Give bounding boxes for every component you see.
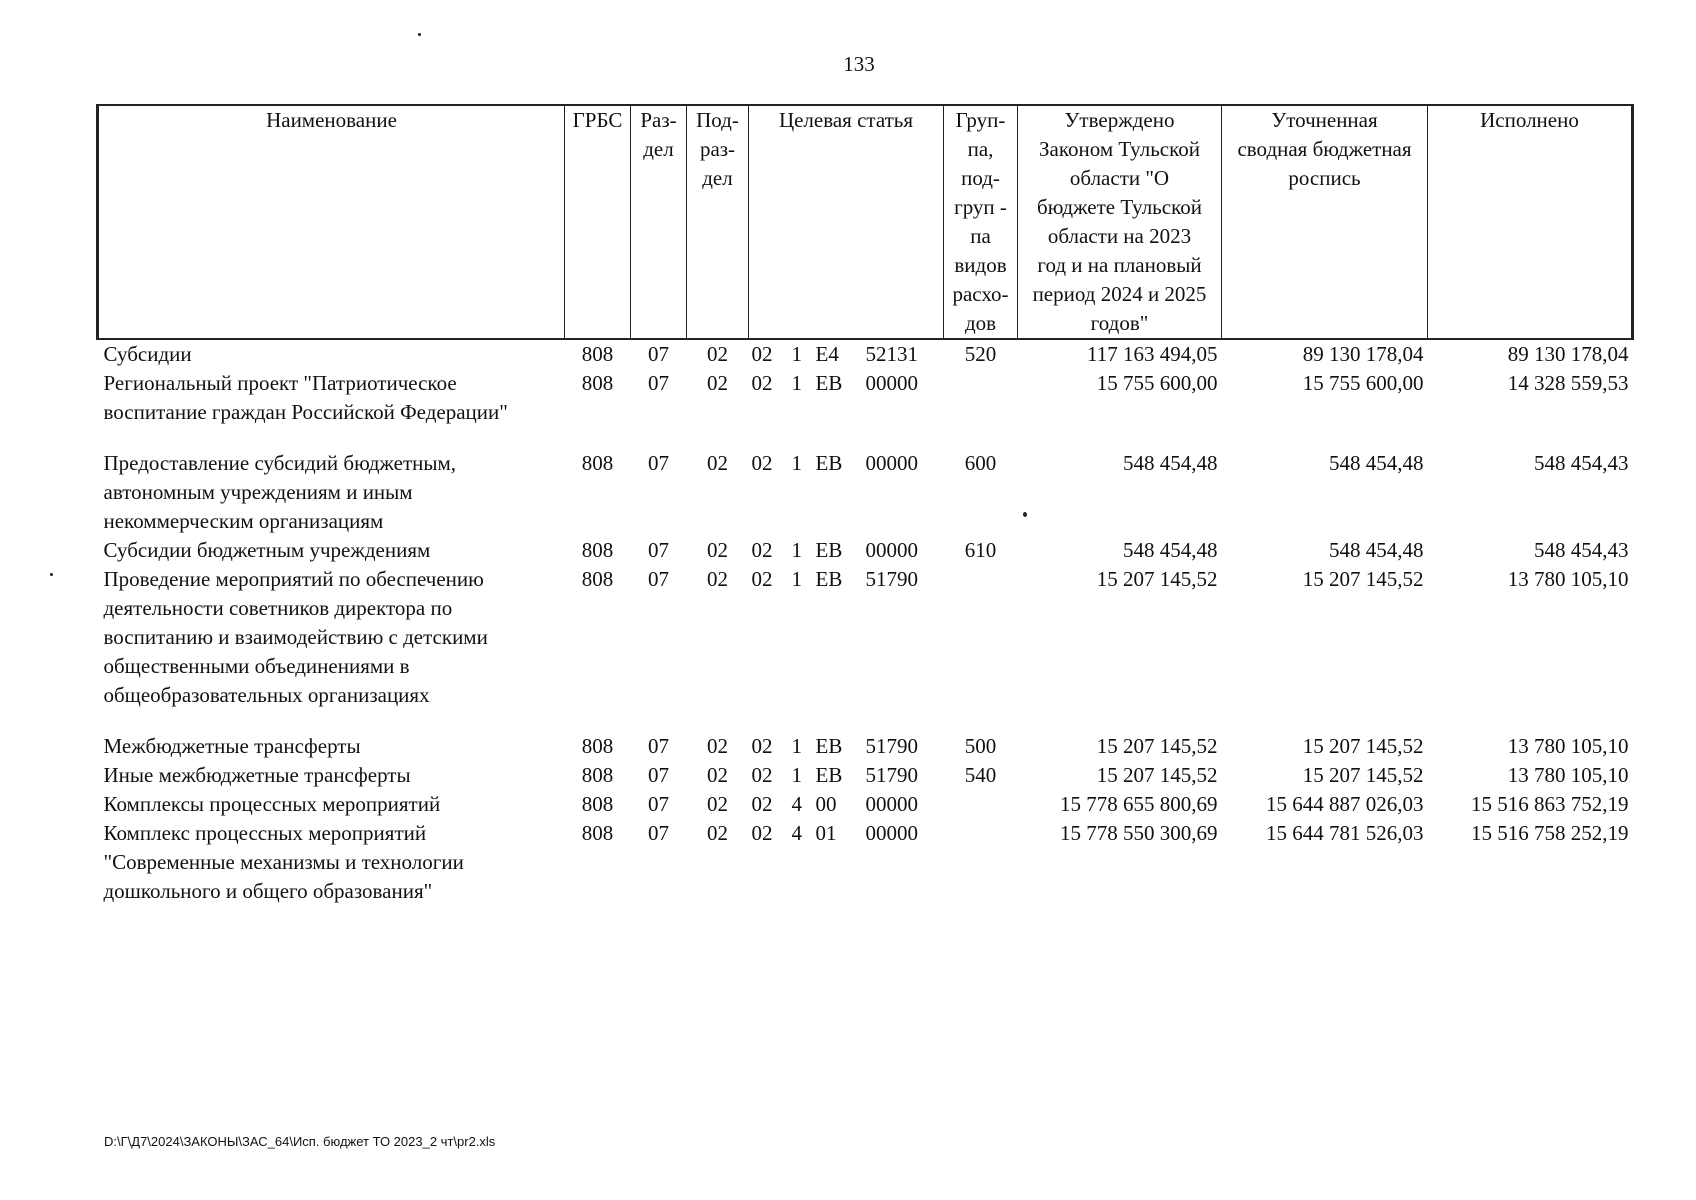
target-part: 02: [751, 342, 773, 366]
header-name: Наименование: [98, 105, 565, 339]
header-executed: Исполнено: [1428, 105, 1633, 339]
target-part: 1: [791, 451, 802, 475]
row-approved: 15 755 600,00: [1096, 371, 1218, 395]
target-part: 51790: [865, 567, 918, 591]
row-podrazdel: 02: [707, 734, 728, 758]
target-part: 4: [791, 821, 802, 845]
row-executed: 13 780 105,10: [1507, 763, 1629, 787]
header-grbs: ГРБС: [565, 105, 631, 339]
table-row: [98, 369, 1633, 427]
table-row: [98, 339, 1633, 369]
row-razdel: 07: [648, 821, 669, 845]
target-part: 02: [751, 763, 773, 787]
row-refined: 15 755 600,00: [1302, 371, 1424, 395]
target-part: 1: [791, 371, 802, 395]
row-podrazdel: 02: [707, 792, 728, 816]
row-group: 610: [964, 538, 997, 562]
target-part: 52131: [865, 342, 918, 366]
target-part: EB: [815, 567, 843, 591]
scan-speck: [418, 33, 421, 36]
target-part: EB: [815, 371, 843, 395]
row-name: Иные межбюджетные трансферты: [103, 763, 411, 787]
header-refined: Уточненная сводная бюджетная роспись: [1222, 105, 1428, 339]
row-executed: 548 454,43: [1534, 451, 1629, 475]
row-refined: 15 644 887 026,03: [1266, 792, 1424, 816]
row-refined: 548 454,48: [1329, 451, 1424, 475]
row-grbs: 808: [581, 371, 614, 395]
table-row: [98, 761, 1633, 790]
spacer-row: [98, 427, 1633, 449]
row-approved: 548 454,48: [1123, 451, 1218, 475]
target-part: 51790: [865, 734, 918, 758]
target-part: 00: [815, 792, 837, 816]
row-group: 600: [964, 451, 997, 475]
row-target-article: [749, 565, 944, 710]
budget-table: [96, 104, 1634, 906]
spacer-cell: [98, 427, 1633, 449]
row-podrazdel: 02: [707, 567, 728, 591]
table-row: [98, 732, 1633, 761]
page-number: 133: [843, 52, 875, 76]
header-podrazdel: Под- раз- дел: [687, 105, 749, 339]
target-part: 1: [791, 567, 802, 591]
header-expense-group: Груп- па, под- груп - па видов расхо- дов: [944, 105, 1018, 339]
row-name: Региональный проект "Патриотическое воспитание граждан Российской Федерации": [103, 371, 508, 424]
row-name: Предоставление субсидий бюджетным, автономным учреждениям и иным некоммерческим организациям: [103, 451, 457, 533]
scan-speck: [50, 573, 53, 576]
target-part: 4: [791, 792, 802, 816]
target-part: 02: [751, 567, 773, 591]
target-part: EB: [815, 734, 843, 758]
row-group: [944, 790, 1018, 819]
spacer-row: [98, 710, 1633, 732]
row-grbs: 808: [581, 538, 614, 562]
target-part: 01: [815, 821, 837, 845]
table-row: [98, 565, 1633, 710]
row-executed: 15 516 863 752,19: [1471, 792, 1629, 816]
row-razdel: 07: [648, 451, 669, 475]
spacer-cell: [98, 710, 1633, 732]
target-part: 1: [791, 734, 802, 758]
row-name: Межбюджетные трансферты: [103, 734, 361, 758]
table-row: [98, 790, 1633, 819]
row-podrazdel: 02: [707, 763, 728, 787]
target-part: 02: [751, 451, 773, 475]
row-refined: 15 644 781 526,03: [1266, 821, 1424, 845]
row-executed: 13 780 105,10: [1507, 734, 1629, 758]
row-target-article: [749, 339, 944, 369]
target-part: EB: [815, 763, 843, 787]
row-target-article: [749, 732, 944, 761]
row-razdel: 07: [648, 538, 669, 562]
scan-speck: [1023, 512, 1027, 517]
header-razdel: Раз- дел: [631, 105, 687, 339]
row-group: [944, 565, 1018, 710]
target-part: 02: [751, 734, 773, 758]
row-executed: 14 328 559,53: [1507, 371, 1629, 395]
row-approved: 117 163 494,05: [1087, 342, 1218, 366]
row-group: [944, 369, 1018, 427]
row-podrazdel: 02: [707, 342, 728, 366]
target-part: 1: [791, 763, 802, 787]
row-grbs: 808: [581, 734, 614, 758]
row-razdel: 07: [648, 734, 669, 758]
row-grbs: 808: [581, 821, 614, 845]
row-podrazdel: 02: [707, 538, 728, 562]
row-approved: 15 207 145,52: [1096, 763, 1218, 787]
row-name: Комплексы процессных мероприятий: [103, 792, 441, 816]
row-razdel: 07: [648, 763, 669, 787]
row-name: Проведение мероприятий по обеспечению деятельности советников директора по воспитанию и взаимодействию с детскими общественными объединениями в общеобразовательных организациях: [103, 567, 488, 707]
row-group: 500: [964, 734, 997, 758]
row-razdel: 07: [648, 371, 669, 395]
row-executed: 89 130 178,04: [1507, 342, 1629, 366]
table-row: [98, 819, 1633, 906]
row-podrazdel: 02: [707, 821, 728, 845]
target-part: 00000: [865, 792, 918, 816]
header-target-article: Целевая статья: [749, 105, 944, 339]
row-grbs: 808: [581, 567, 614, 591]
row-razdel: 07: [648, 792, 669, 816]
target-part: 00000: [865, 451, 918, 475]
target-part: 00000: [865, 371, 918, 395]
row-grbs: 808: [581, 763, 614, 787]
row-name: Субсидии: [103, 342, 192, 366]
table-row: [98, 449, 1633, 536]
target-part: 00000: [865, 821, 918, 845]
row-target-article: [749, 790, 944, 819]
row-name: Комплекс процессных мероприятий "Современные механизмы и технологии дошкольного и общего образования": [103, 821, 464, 903]
row-executed: 548 454,43: [1534, 538, 1629, 562]
target-part: 02: [751, 538, 773, 562]
target-part: 1: [791, 342, 802, 366]
row-target-article: [749, 369, 944, 427]
row-approved: 15 778 655 800,69: [1060, 792, 1218, 816]
row-target-article: [749, 449, 944, 536]
target-part: E4: [815, 342, 839, 366]
row-razdel: 07: [648, 567, 669, 591]
row-podrazdel: 02: [707, 371, 728, 395]
row-executed: 15 516 758 252,19: [1471, 821, 1629, 845]
target-part: 02: [751, 821, 773, 845]
row-target-article: [749, 536, 944, 565]
row-group: 540: [964, 763, 997, 787]
row-podrazdel: 02: [707, 451, 728, 475]
row-group: [944, 819, 1018, 906]
row-refined: 15 207 145,52: [1302, 763, 1424, 787]
row-target-article: [749, 761, 944, 790]
row-name: Субсидии бюджетным учреждениям: [103, 538, 431, 562]
row-target-article: [749, 819, 944, 906]
target-part: 02: [751, 371, 773, 395]
row-group: 520: [964, 342, 997, 366]
target-part: EB: [815, 451, 843, 475]
row-refined: 15 207 145,52: [1302, 734, 1424, 758]
row-approved: 15 207 145,52: [1096, 734, 1218, 758]
row-approved: 548 454,48: [1123, 538, 1218, 562]
row-executed: 13 780 105,10: [1507, 567, 1629, 591]
table-header-row: [98, 105, 1633, 339]
row-refined: 15 207 145,52: [1302, 567, 1424, 591]
target-part: 51790: [865, 763, 918, 787]
row-grbs: 808: [581, 342, 614, 366]
row-grbs: 808: [581, 792, 614, 816]
row-refined: 89 130 178,04: [1302, 342, 1424, 366]
row-razdel: 07: [648, 342, 669, 366]
row-refined: 548 454,48: [1329, 538, 1424, 562]
row-grbs: 808: [581, 451, 614, 475]
row-approved: 15 207 145,52: [1096, 567, 1218, 591]
target-part: 1: [791, 538, 802, 562]
row-approved: 15 778 550 300,69: [1060, 821, 1218, 845]
target-part: 02: [751, 792, 773, 816]
header-approved: Утверждено Законом Тульской области "О бюджете Тульской области на 2023 год и на плановый период 2024 и 2025 годов": [1018, 105, 1222, 339]
target-part: 00000: [865, 538, 918, 562]
file-path-footer: D:\Г\Д7\2024\ЗАКОНЫ\ЗАС_64\Исп. бюджет ТО 2023_2 чт\pr2.xls: [104, 1134, 496, 1149]
target-part: EB: [815, 538, 843, 562]
table-row: [98, 536, 1633, 565]
